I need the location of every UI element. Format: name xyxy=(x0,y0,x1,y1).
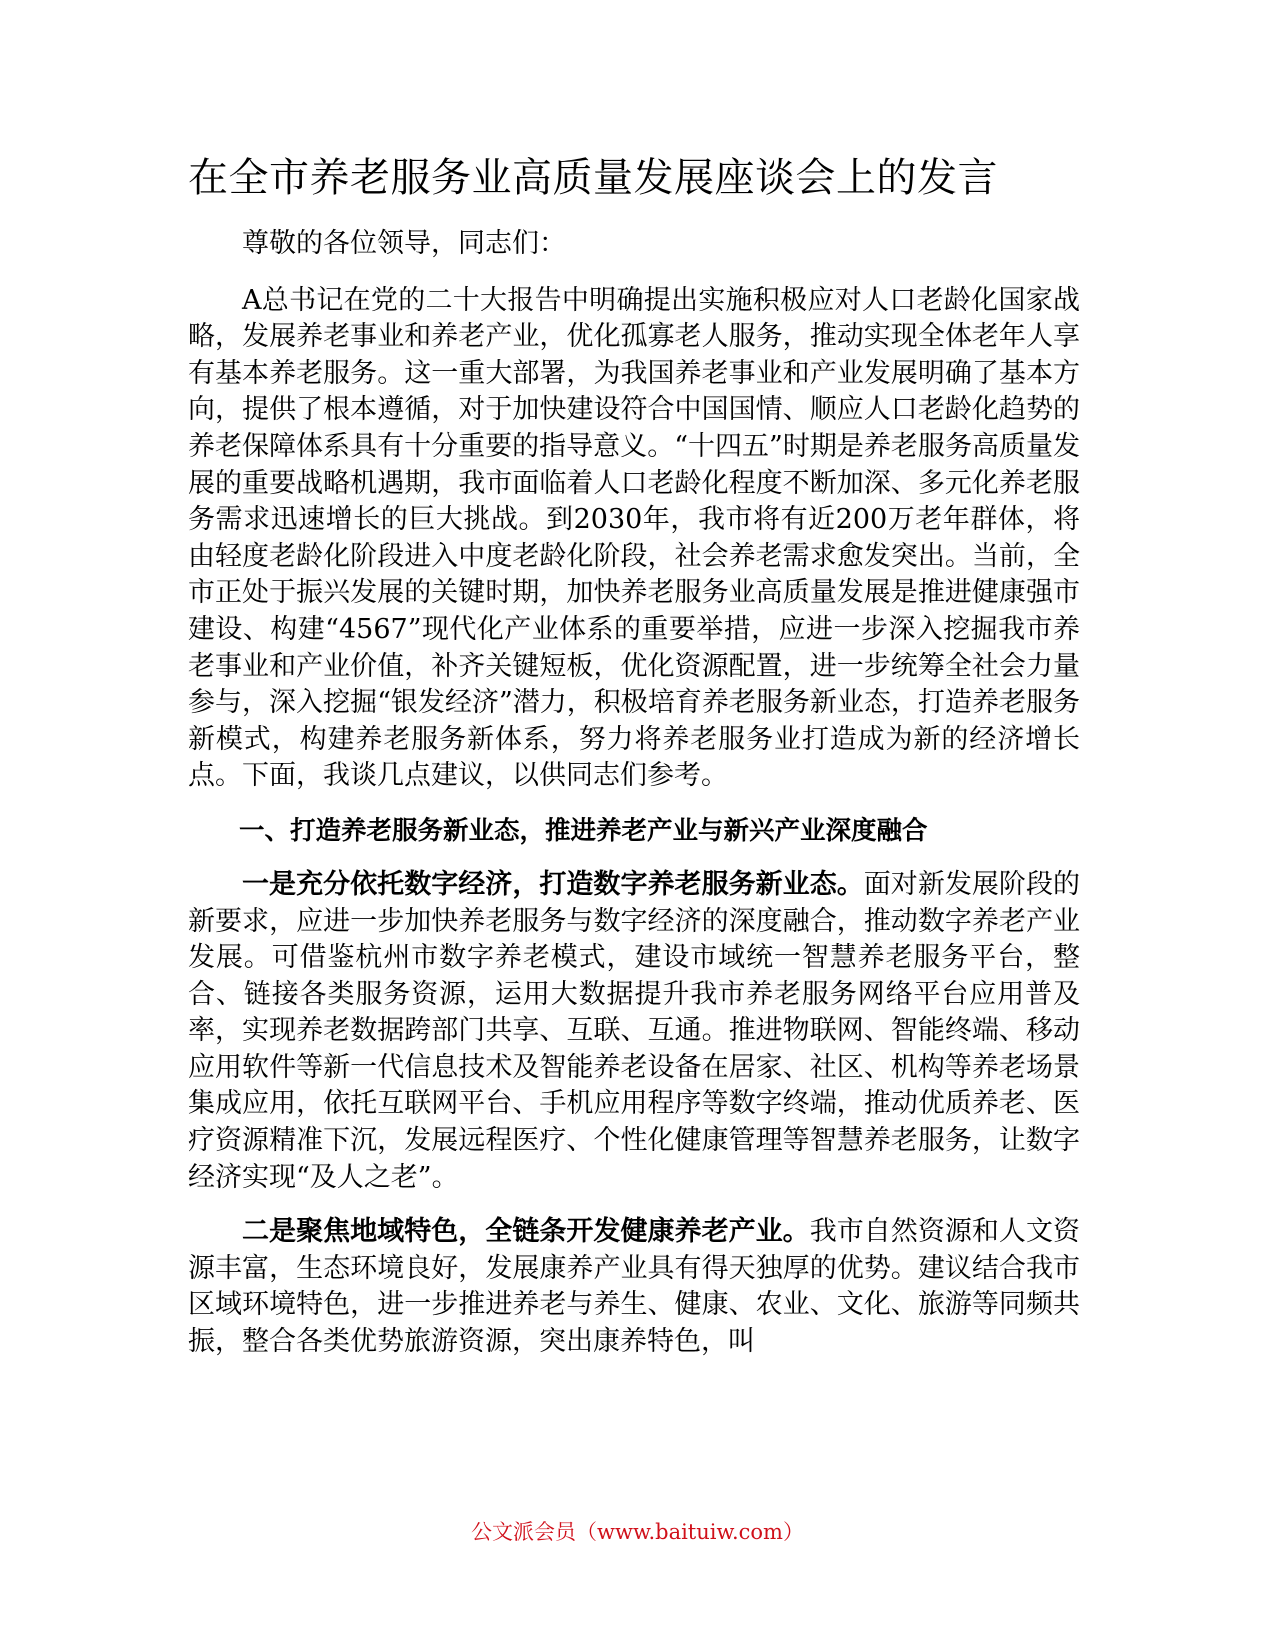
point-lead-1: 一是充分依托数字经济，打造数字养老服务新业态。 xyxy=(242,868,864,900)
salutation: 尊敬的各位领导，同志们： xyxy=(242,228,566,259)
point-paragraph-1 xyxy=(188,867,1080,1196)
intro-paragraph: A总书记在党的二十大报告中明确提出实施积极应对人口老龄化国家战略，发展养老事业和养老产业，优化孤寡老人服务，推动实现全体老年人享有基本养老服务。这一重大部署，为我国养老事业和产业发展明确了基本方向，提供了根本遵循，对于加快建设符合中国国情、顺应人口老龄化趋势的养老保障体系具有十分重要的指导意义。“十四五”时期是养老服务高质量发展的重要战略机遇期，我市面临着人口老龄化程度不断加深、多元化养老服务需求迅速增长的巨大挑战。到2030年，我市将有近200万老年群体，将由轻度老龄化阶段进入中度老龄化阶段，社会养老需求愈发突出。当前，全市正处于振兴发展的关键时期，加快养老服务业高质量发展是推进健康强市建设、构建“4567”现代化产业体系的重要举措，应进一步深入挖掘我市养老事业和产业价值，补齐关键短板，优化资源配置，进一步统筹全社会力量参与，深入挖掘“银发经济”潜力，积极培育养老服务新业态，打造养老服务新模式，构建养老服务新体系，努力将养老服务业打造成为新的经济增长点。下面，我谈几点建议，以供同志们参考。 xyxy=(188,284,1080,792)
point-body-2: 我市自然资源和人文资源丰富，生态环境良好，发展康养产业具有得天独厚的优势。建议结合我市区域环境特色，进一步推进养老与养生、健康、农业、文化、旅游等同频共振，整合各类优势旅游资源，突出康养特色，叫 xyxy=(188,1216,1081,1358)
section-heading-1: 一、打造养老服务新业态，推进养老产业与新兴产业深度融合 xyxy=(239,815,928,846)
point-paragraph-2 xyxy=(188,1214,1080,1360)
point-lead-2: 二是聚焦地域特色，全链条开发健康养老产业。 xyxy=(242,1216,810,1248)
point-body-1: 面对新发展阶段的新要求，应进一步加快养老服务与数字经济的深度融合，推动数字养老产业发展。可借鉴杭州市数字养老模式，建设市域统一智慧养老服务平台，整合、链接各类服务资源，运用大数据提升我市养老服务网络平台应用普及率，实现养老数据跨部门共享、互联、互通。推进物联网、智能终端、移动应用软件等新一代信息技术及智能养老设备在居家、社区、机构等养老场景集成应用，依托互联网平台、手机应用程序等数字终端，推动优质养老、医疗资源精准下沉，发展远程医疗、个性化健康管理等智慧养老服务，让数字经济实现“及人之老”。 xyxy=(188,868,1080,1193)
document-body xyxy=(188,148,1080,1379)
document-title: 在全市养老服务业高质量发展座谈会上的发言 xyxy=(188,155,998,201)
footer-watermark: 公文派会员（www.baituiw.com） xyxy=(471,1520,804,1544)
